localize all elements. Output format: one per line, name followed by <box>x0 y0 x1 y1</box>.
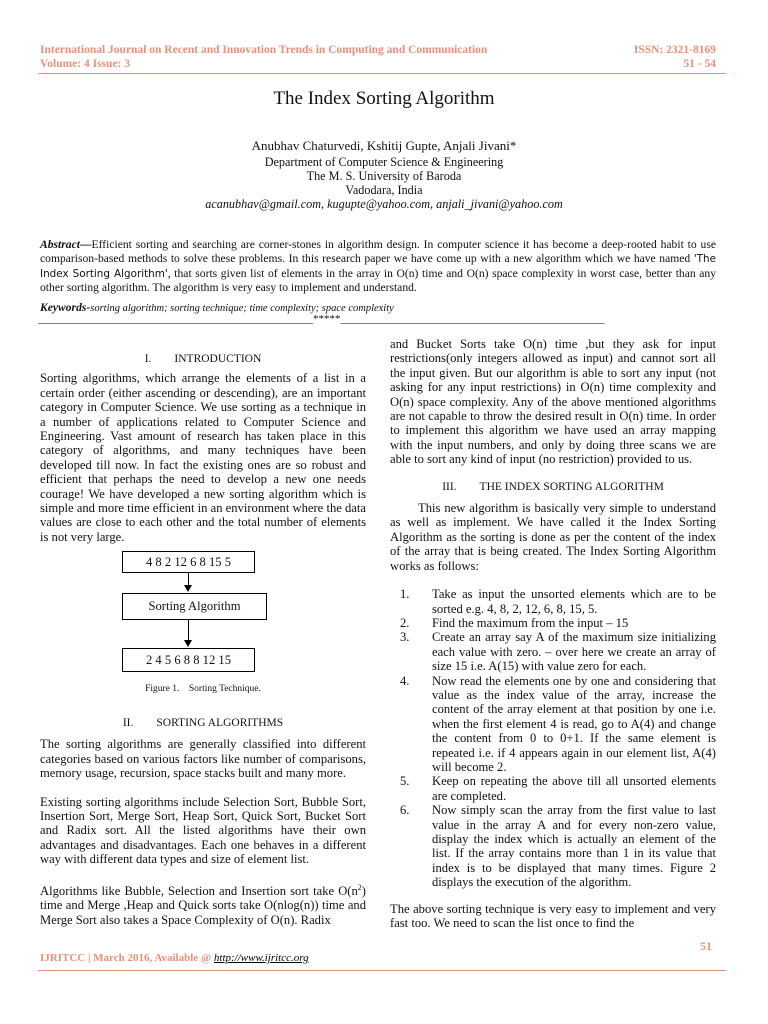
figure-caption: Figure 1. Sorting Technique. <box>145 684 261 694</box>
footer-text: IJRITCC | March 2016, Available @ <box>40 952 214 964</box>
algorithm-step <box>390 803 716 889</box>
author-names: Anubhav Chaturvedi, Kshitij Gupte, Anjali Jivani* <box>251 138 517 153</box>
step-text: Take as input the unsorted elements which are to be sorted e.g. 4, 8, 2, 12, 6, 8, 15, 5. <box>432 587 716 616</box>
header-rule <box>38 73 726 74</box>
issn: ISSN: 2321-8169 <box>633 44 716 56</box>
algorithm-steps <box>390 587 716 890</box>
figure-arrow-line-1 <box>188 572 189 586</box>
intro-paragraph: Sorting algorithms, which arrange the elements of a list in a certain order (either ascending or descending), are an important category in Computer Science. We use sorting as a technique in a number of applications related to Computer Science and Engineering. Vast amount of research has taken place in this category of algorithms, and many techniques have been developed till now. In fact the existing ones are so robust and efficient that perhaps the need to develop a new one needs courage! We have developed a new sorting algorithm which is simple and more time efficient in an environment where the data values are close to each other and the total number of elements is not very large. <box>40 371 366 544</box>
left-column-top <box>40 352 366 544</box>
footer <box>40 952 309 964</box>
abstract-text-1: Efficient sorting and searching are corner-stones in algorithm design. In computer science it has become a deep-rooted habit to use comparison-based methods to solve these problems. In this research paper we have come up with a new algorithm which we have named <box>40 238 716 265</box>
algorithm-step <box>390 774 716 803</box>
keywords-text: sorting algorithm; sorting technique; time complexity; space complexity <box>90 303 394 314</box>
city: Vadodara, India <box>345 183 423 197</box>
abstract-text-2: , that sorts given list of elements in the array in O(n) time and O(n) space complexity in worst case, better than any other sorting algorithm. The algorithm is very easy to implement and understand. <box>40 266 717 295</box>
step-number: 2. <box>400 615 410 630</box>
algorithm-step <box>390 587 716 616</box>
right-paragraph-3: The above sorting technique is very easy to implement and very fast too. We need to scan the list once to find the <box>390 901 716 931</box>
footer-rule <box>38 970 726 971</box>
algorithm-name: 'The Index Sorting Algorithm' <box>40 252 716 280</box>
step-number: 6. <box>400 803 410 818</box>
keywords-label: Keywords- <box>40 301 91 314</box>
journal-link[interactable]: http://www.ijritcc.org <box>213 952 309 964</box>
section-separator: __________________________________________________*****________________________________________________ <box>38 313 605 325</box>
section-heading-introduction: I. INTRODUCTION <box>144 353 262 365</box>
figure-arrow-head-2 <box>184 640 192 647</box>
figure-input-box: 4 8 2 12 6 8 15 5 <box>122 551 255 573</box>
right-column <box>390 337 716 930</box>
step-text: Create an array say A of the maximum size initializing each value with zero. – over here we create an array of size 15 i.e. A(15) with value zero for each. <box>432 630 716 674</box>
figure-output-box: 2 4 5 6 8 8 12 15 <box>122 648 255 672</box>
step-text: Keep on repeating the above till all unsorted elements are completed. <box>432 774 716 803</box>
journal-header <box>40 43 487 71</box>
sorting-paragraph-3 <box>40 881 366 927</box>
paper-title: The Index Sorting Algorithm <box>273 88 495 109</box>
section-heading-index-sorting: III. THE INDEX SORTING ALGORITHM <box>442 480 664 493</box>
algorithm-step <box>390 674 716 775</box>
step-number: 1. <box>400 587 410 602</box>
complexity-text-a: Algorithms like Bubble, Selection and Insertion sort take O(n <box>40 883 358 898</box>
figure-arrow-line-2 <box>188 619 189 641</box>
right-paragraph-2: This new algorithm is basically very simple to understand as well as implement. We have called it the Index Sorting Algorithm as the sorting is done as per the content of the index of the array that is being created. The Index Sorting Algorithm works as follows: <box>390 501 716 573</box>
step-text: Now read the elements one by one and considering that value as the index value of the array, increase the content of the array element at that position by one i.e. when the first element 4 is read, go to A(4) and change the content from 0 to 0+1. If the same element is repeated i.e. if 4 appears again in our element list, A(4) will become 2. <box>432 673 716 774</box>
abstract-label: Abstract— <box>40 238 92 251</box>
complexity-text-b: ) time and Merge ,Heap and Quick sorts take O(nlog(n)) time and Merge Sort also takes a Space Complexity of O(n). Radix <box>40 883 366 927</box>
university: The M. S. University of Baroda <box>306 169 462 183</box>
step-text: Now simply scan the array from the first value to last value in the array A and for every non-zero value, display the index which is actually an element of the list. If the array contains more than 1 in its value that index is to be displayed that many times. Figure 2 displays the execution of the algorithm. <box>432 803 716 890</box>
step-number: 4. <box>400 673 410 688</box>
algorithm-step <box>390 616 716 630</box>
sorting-paragraph-1: The sorting algorithms are generally classified into different categories based on various factors like number of comparisons, memory usage, recursion, space stacks built and many more. <box>40 737 366 781</box>
sorting-paragraph-2: Existing sorting algorithms include Selection Sort, Bubble Sort, Insertion Sort, Merge Sort, Heap Sort, Quick Sort, Bucket Sort and Radix sort. All the listed algorithms have their own advantages and disadvantages. Each one behaves in a different way with different data types and size of element list. <box>40 794 366 867</box>
abstract <box>40 238 716 295</box>
left-column-bottom <box>40 716 366 927</box>
complexity-superscript: 2 <box>357 882 362 892</box>
page-number: 51 <box>700 939 712 953</box>
journal-name: International Journal on Recent and Innovation Trends in Computing and Communication <box>40 44 488 56</box>
department: Department of Computer Science & Engineering <box>264 155 504 169</box>
emails: acanubhav@gmail.com, kugupte@yahoo.com, anjali_jivani@yahoo.com <box>205 197 563 211</box>
algorithm-step <box>390 630 716 673</box>
section-heading-sorting-algorithms: II. SORTING ALGORITHMS <box>122 717 284 729</box>
step-number: 5. <box>400 774 410 789</box>
step-text: Find the maximum from the input – 15 <box>432 615 629 630</box>
figure-process-box: Sorting Algorithm <box>122 593 267 620</box>
issn-block <box>600 43 716 71</box>
page-range: 51 - 54 <box>683 58 716 70</box>
volume-issue: Volume: 4 Issue: 3 <box>40 58 130 70</box>
figure-arrow-head-1 <box>184 585 192 592</box>
step-number: 3. <box>400 630 410 645</box>
right-paragraph-1: and Bucket Sorts take O(n) time ,but they ask for input restrictions(only integers allowed as input) and cannot sort all the input given. But our algorithm is able to sort any input (not asking for any input restrictions) in O(n) time complexity and O(n) space complexity. Any of the above mentioned algorithms are not capable to throw the desired result in O(n) time. In order to implement this algorithm we have used an array mapping with the input numbers, and only by doing three scans we are able to sort any kind of input (no restriction) provided to us. <box>390 337 716 467</box>
